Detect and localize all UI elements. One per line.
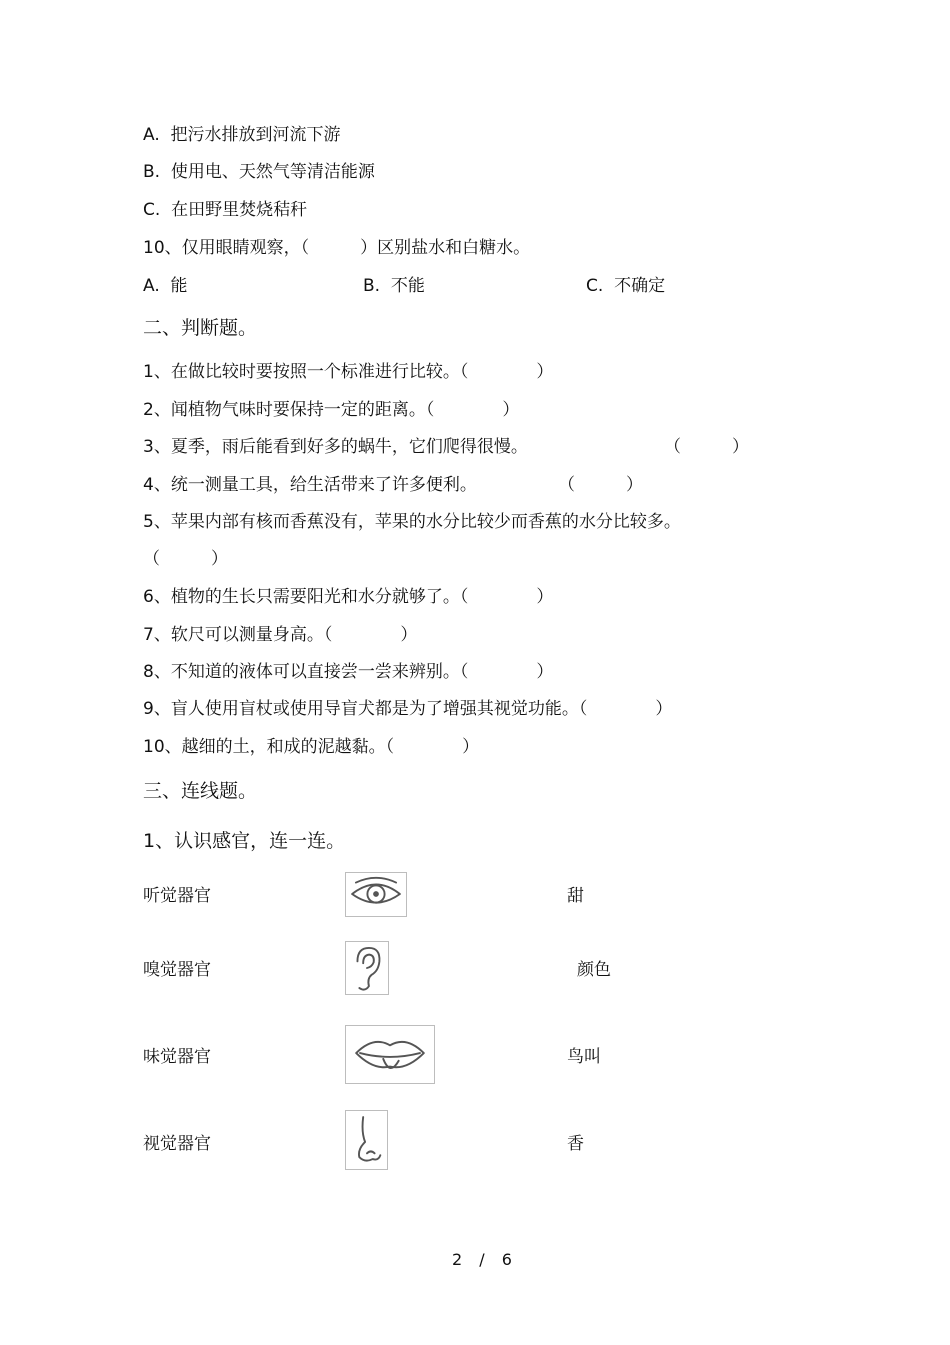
q9-option-c: C. 在田野里焚烧秸秆 (143, 200, 308, 220)
judge-item-2: 2、闻植物气味时要保持一定的距离。（ ） (143, 400, 520, 420)
judge-item-3: 3、夏季，雨后能看到好多的蜗牛，它们爬得很慢。 (143, 437, 528, 457)
section2-heading: 二、判断题。 (143, 317, 258, 339)
sense-fragrance: 香 (567, 1134, 584, 1154)
judge-item-7: 7、软尺可以测量身高。（ ） (143, 625, 418, 645)
organ-hearing: 听觉器官 (143, 886, 211, 906)
judge-item-6: 6、植物的生长只需要阳光和水分就够了。（ ） (143, 587, 554, 607)
organ-smell: 嗅觉器官 (143, 960, 211, 980)
section3-question: 1、认识感官，连一连。 (143, 830, 346, 852)
judge-item-3-paren: （ ） (664, 437, 749, 457)
q10-option-a: A. 能 (143, 276, 188, 296)
judge-item-5: 5、苹果内部有核而香蕉没有，苹果的水分比较少而香蕉的水分比较多。 (143, 512, 681, 532)
judge-item-5-paren: （ ） (143, 549, 228, 569)
page-number: 2 / 6 (452, 1250, 518, 1269)
sense-sweet: 甜 (567, 886, 584, 906)
sense-birdsong: 鸟叫 (567, 1047, 601, 1067)
ear-icon (345, 941, 389, 995)
judge-item-9: 9、盲人使用盲杖或使用导盲犬都是为了增强其视觉功能。（ ） (143, 699, 673, 719)
nose-icon (345, 1110, 388, 1170)
organ-sight: 视觉器官 (143, 1134, 211, 1154)
judge-item-4-paren: （ ） (558, 475, 643, 495)
judge-item-10: 10、越细的土，和成的泥越黏。（ ） (143, 737, 480, 757)
mouth-icon (345, 1025, 435, 1084)
q9-option-a: A. 把污水排放到河流下游 (143, 125, 341, 145)
section3-heading: 三、连线题。 (143, 780, 258, 802)
q9-option-b: B. 使用电、天然气等清洁能源 (143, 162, 375, 182)
sense-color: 颜色 (577, 960, 611, 980)
eye-icon (345, 872, 407, 917)
q10-stem: 10、仅用眼睛观察，（ ）区别盐水和白糖水。 (143, 238, 531, 258)
q10-option-b: B. 不能 (363, 276, 425, 296)
judge-item-4: 4、统一测量工具，给生活带来了许多便利。 (143, 475, 477, 495)
judge-item-8: 8、不知道的液体可以直接尝一尝来辨别。（ ） (143, 662, 554, 682)
judge-item-1: 1、在做比较时要按照一个标准进行比较。（ ） (143, 362, 554, 382)
organ-taste: 味觉器官 (143, 1047, 211, 1067)
q10-option-c: C. 不确定 (586, 276, 666, 296)
